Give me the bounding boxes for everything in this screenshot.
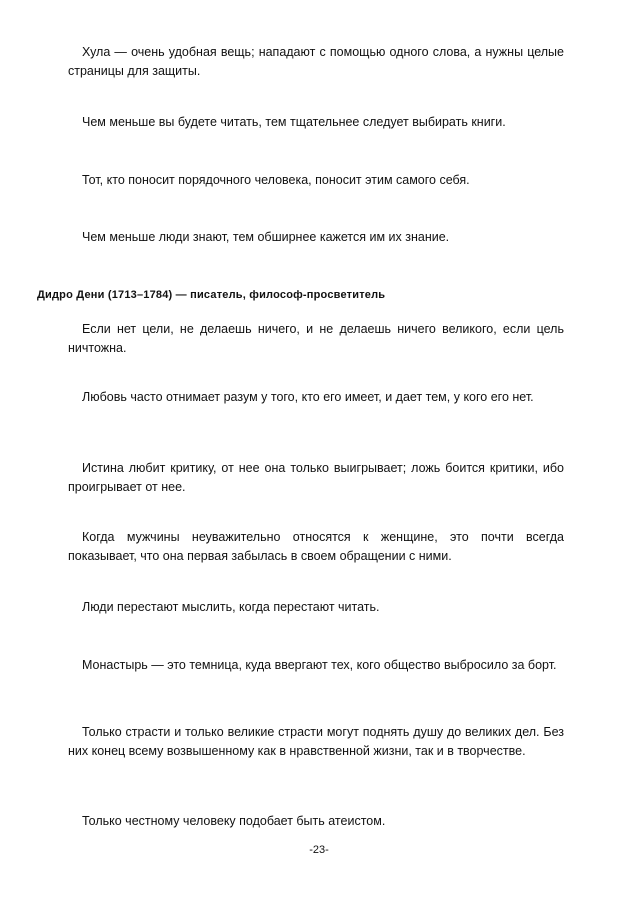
quote-paragraph: Чем меньше люди знают, тем обширнее кажется им их знание. bbox=[82, 230, 450, 244]
quote-paragraph: Хула — очень удобная вещь; нападают с помощью одного слова, а нужны целые страницы для защиты. bbox=[68, 45, 564, 78]
quote-paragraph: Чем меньше вы будете читать, тем тщательнее следует выбирать книги. bbox=[82, 115, 506, 129]
quote-paragraph: Монастырь — это темница, куда ввергают тех, кого общество выбросило за борт. bbox=[82, 658, 557, 672]
author-heading: Дидро Дени (1713–1784) — писатель, философ-просветитель bbox=[37, 289, 386, 301]
quote-paragraph: Тот, кто поносит порядочного человека, поносит этим самого себя. bbox=[82, 173, 470, 187]
quote-paragraph: Любовь часто отнимает разум у того, кто его имеет, и дает тем, у кого его нет. bbox=[82, 390, 534, 404]
page-number: -23- bbox=[309, 844, 329, 856]
quote-paragraph: Люди перестают мыслить, когда перестают читать. bbox=[82, 600, 380, 614]
quote-paragraph: Только страсти и только великие страсти могут поднять душу до великих дел. Без них конец всему возвышенному как в нравственной жизни, так и в творчестве. bbox=[68, 725, 564, 758]
quote-paragraph: Истина любит критику, от нее она только выигрывает; ложь боится критики, ибо проигрывает от нее. bbox=[68, 461, 564, 494]
quote-paragraph: Если нет цели, не делаешь ничего, и не делаешь ничего великого, если цель ничтожна. bbox=[68, 322, 564, 355]
quote-paragraph: Когда мужчины неуважительно относятся к женщине, это почти всегда показывает, что она первая забылась в своем обращении с ними. bbox=[68, 530, 564, 563]
quote-paragraph: Только честному человеку подобает быть атеистом. bbox=[82, 814, 386, 828]
